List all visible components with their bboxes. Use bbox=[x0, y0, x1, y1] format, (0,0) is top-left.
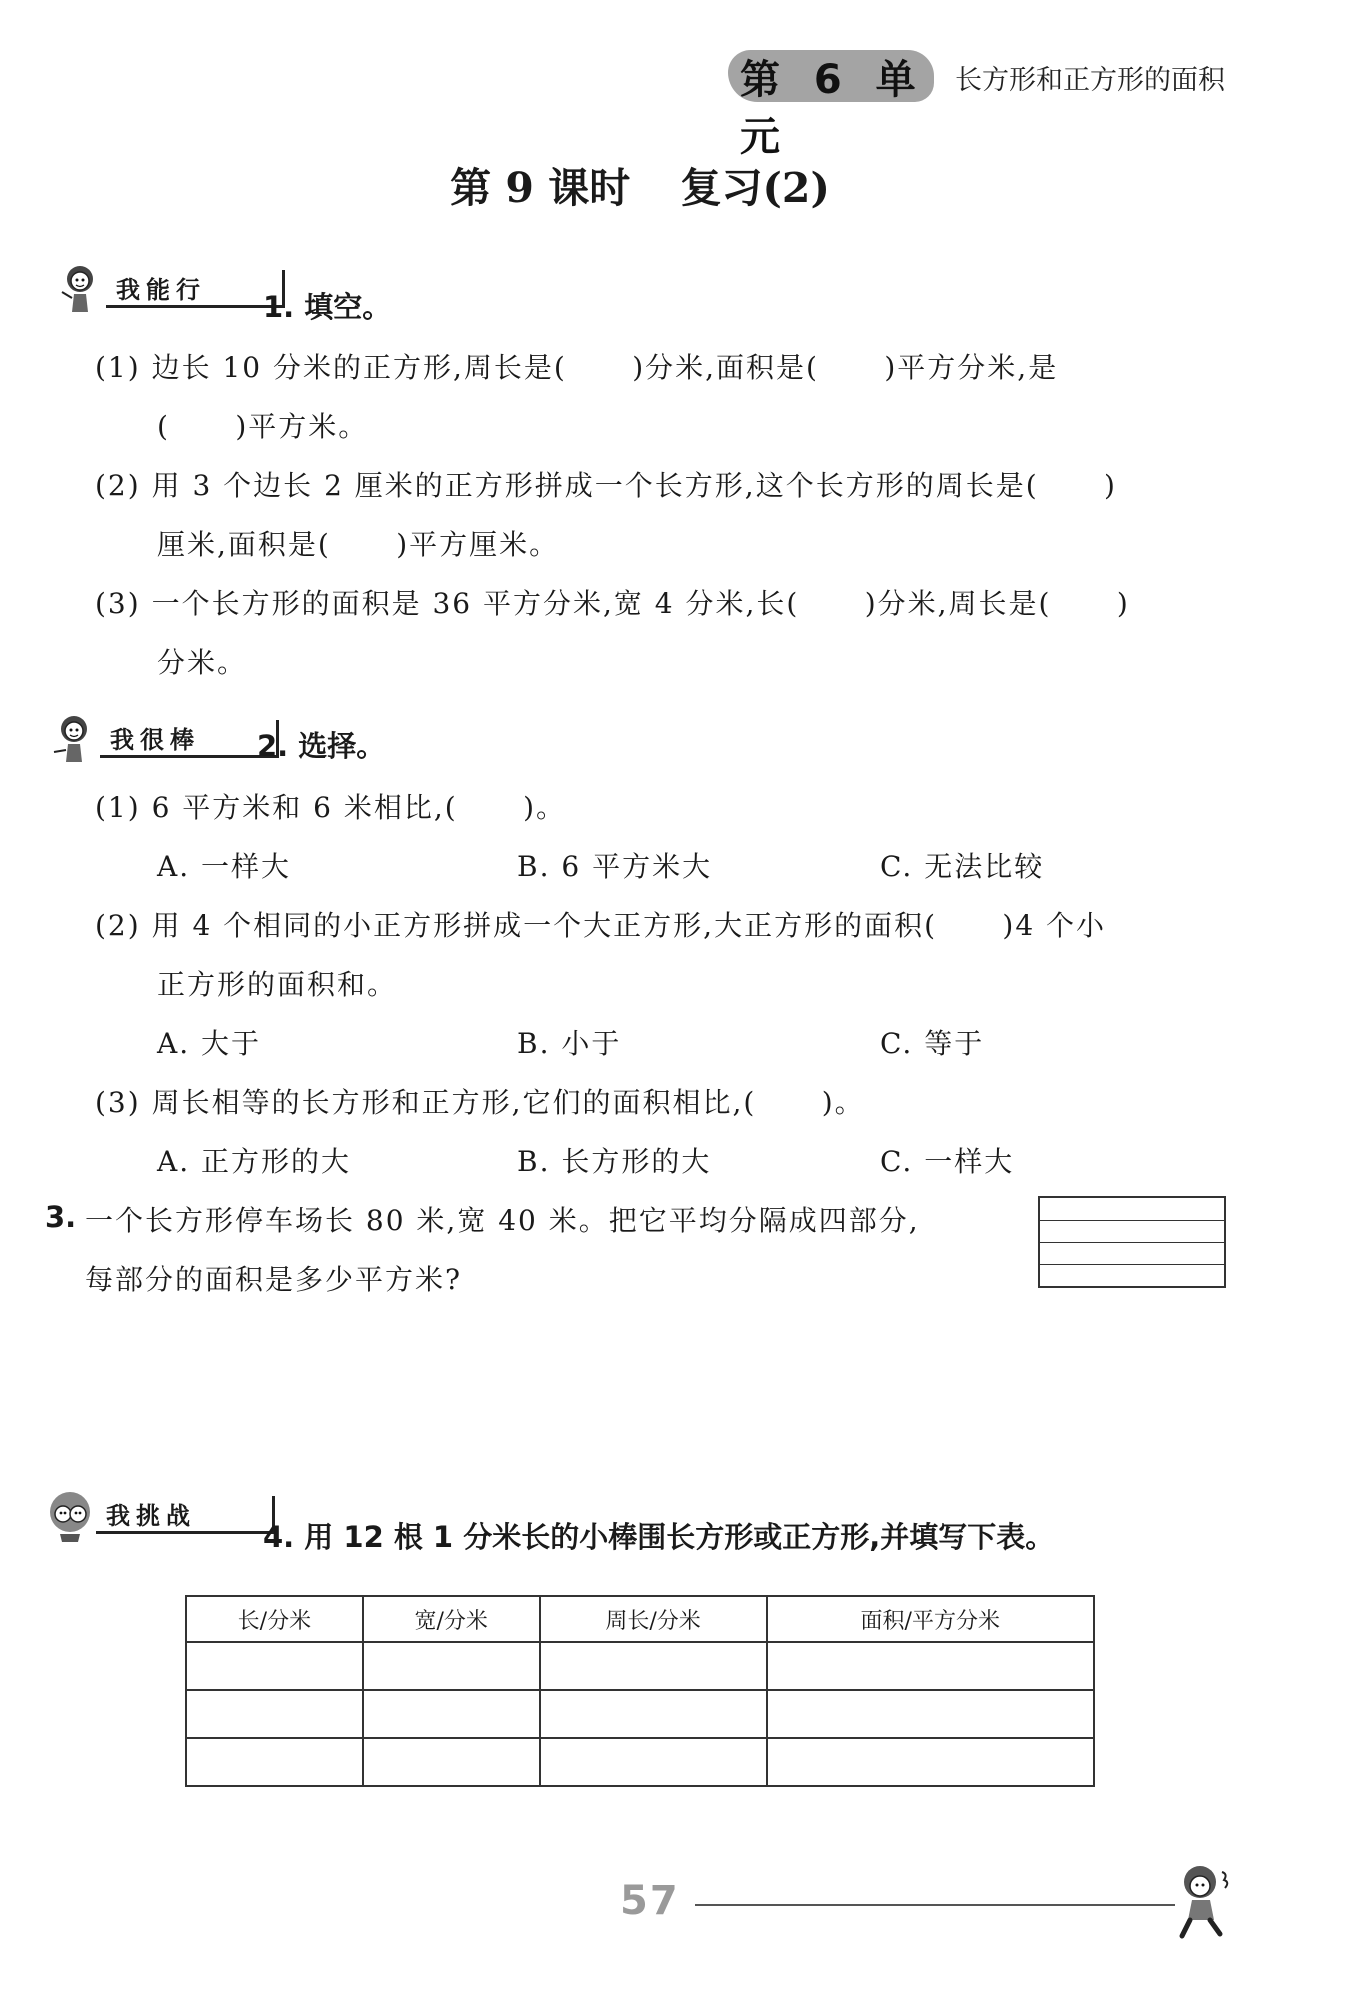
lesson-name: 复习(2) bbox=[680, 164, 830, 212]
table-row bbox=[186, 1642, 1094, 1690]
q2-option-c: C. 一样大 bbox=[880, 1145, 1015, 1178]
answer-cell[interactable] bbox=[363, 1738, 540, 1786]
q2-heading: 2. 选择。 bbox=[257, 729, 386, 763]
girl-mascot-icon bbox=[52, 712, 96, 768]
table-row bbox=[186, 1738, 1094, 1786]
q3-line: 一个长方形停车场长 80 米,宽 40 米。把它平均分隔成四部分, bbox=[85, 1204, 920, 1237]
q1-line: 分米。 bbox=[157, 646, 248, 679]
q2-option-b: B. 长方形的大 bbox=[517, 1145, 712, 1178]
q2-option-b: B. 小于 bbox=[517, 1027, 622, 1060]
table-row bbox=[186, 1690, 1094, 1738]
q1-line: 厘米,面积是( )平方厘米。 bbox=[157, 528, 560, 561]
q3-line: 每部分的面积是多少平方米? bbox=[85, 1263, 463, 1296]
q2-option-c: C. 等于 bbox=[880, 1027, 985, 1060]
q2-option-a: A. 大于 bbox=[157, 1027, 262, 1060]
answer-cell[interactable] bbox=[767, 1738, 1094, 1786]
q1-heading: 1. 填空。 bbox=[263, 290, 392, 324]
divider-line bbox=[1040, 1220, 1224, 1221]
kids-mascot-icon bbox=[48, 1488, 92, 1544]
q2-stem: (1) 6 平方米和 6 米相比,( )。 bbox=[95, 791, 567, 824]
q2-option-a: A. 正方形的大 bbox=[157, 1145, 352, 1178]
parking-lot-diagram bbox=[1038, 1196, 1226, 1288]
q1-line: ( )平方米。 bbox=[157, 410, 369, 443]
page-number: 57 bbox=[620, 1878, 680, 1924]
column-header: 面积/平方分米 bbox=[767, 1596, 1094, 1642]
answer-cell[interactable] bbox=[540, 1642, 767, 1690]
divider-line bbox=[1040, 1242, 1224, 1243]
section-badge-label: 我挑战 bbox=[96, 1502, 274, 1534]
answer-cell[interactable] bbox=[363, 1690, 540, 1738]
q1-line: (1) 边长 10 分米的正方形,周长是( )分米,面积是( )平方分米,是 bbox=[95, 351, 1059, 384]
q2-option-a: A. 一样大 bbox=[157, 850, 292, 883]
footer-rule bbox=[695, 1904, 1175, 1906]
answer-cell[interactable] bbox=[767, 1642, 1094, 1690]
unit-label: 第 6 单元 bbox=[740, 57, 926, 160]
q2-stem-continued: 正方形的面积和。 bbox=[157, 968, 398, 1001]
lesson-number: 第 9 课时 bbox=[450, 164, 631, 212]
column-header: 周长/分米 bbox=[540, 1596, 767, 1642]
lesson-title bbox=[0, 155, 1280, 214]
q2-option-b: B. 6 平方米大 bbox=[517, 850, 713, 883]
answer-cell[interactable] bbox=[186, 1690, 363, 1738]
answer-cell[interactable] bbox=[540, 1690, 767, 1738]
column-header: 长/分米 bbox=[186, 1596, 363, 1642]
unit-subtitle: 长方形和正方形的面积 bbox=[955, 65, 1225, 96]
q1-line: (2) 用 3 个边长 2 厘米的正方形拼成一个长方形,这个长方形的周长是( ) bbox=[95, 469, 1117, 502]
section-badge-label: 我很棒 bbox=[100, 726, 278, 758]
answer-cell[interactable] bbox=[363, 1642, 540, 1690]
answer-table bbox=[185, 1595, 1095, 1787]
table-header-row bbox=[186, 1596, 1094, 1642]
divider-line bbox=[1040, 1264, 1224, 1265]
q3-number: 3. bbox=[45, 1200, 77, 1234]
girl-mascot-icon bbox=[58, 262, 102, 318]
q2-stem: (2) 用 4 个相同的小正方形拼成一个大正方形,大正方形的面积( )4 个小 bbox=[95, 909, 1107, 942]
q2-stem: (3) 周长相等的长方形和正方形,它们的面积相比,( )。 bbox=[95, 1086, 865, 1119]
running-kid-icon bbox=[1170, 1862, 1240, 1942]
q1-line: (3) 一个长方形的面积是 36 平方分米,宽 4 分米,长( )分米,周长是( ) bbox=[95, 587, 1130, 620]
q4-heading: 4. 用 12 根 1 分米长的小棒围长方形或正方形,并填写下表。 bbox=[263, 1520, 1055, 1554]
answer-cell[interactable] bbox=[186, 1642, 363, 1690]
answer-cell[interactable] bbox=[767, 1690, 1094, 1738]
unit-tag bbox=[728, 42, 938, 160]
answer-cell[interactable] bbox=[540, 1738, 767, 1786]
q2-option-c: C. 无法比较 bbox=[880, 850, 1045, 883]
column-header: 宽/分米 bbox=[363, 1596, 540, 1642]
section-badge-label: 我能行 bbox=[106, 276, 284, 308]
answer-cell[interactable] bbox=[186, 1738, 363, 1786]
